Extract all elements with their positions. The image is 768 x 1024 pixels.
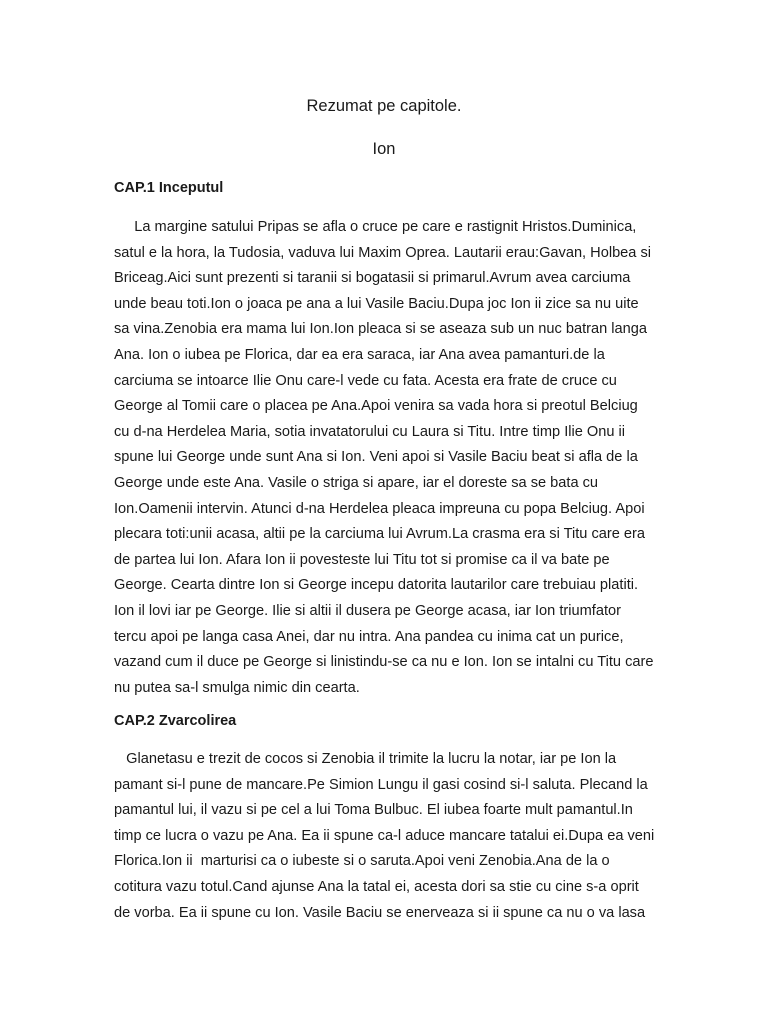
- paragraph-line: spune lui George unde sunt Ana si Ion. Veni apoi si Vasile Baciu beat si afla de la: [114, 449, 638, 466]
- paragraph-line: carciuma se intoarce Ilie Onu care-l vede cu fata. Acesta era frate de cruce cu: [114, 372, 617, 389]
- paragraph-line: pamantul lui, il vazu si pe cel a lui Toma Bulbuc. El iubea foarte mult pamantul.In: [114, 802, 633, 819]
- paragraph-line: satul e la hora, la Tudosia, vaduva lui Maxim Oprea. Lautarii erau:Gavan, Holbea si: [114, 244, 652, 261]
- paragraph-line: unde beau toti.Ion o joaca pe ana a lui Vasile Baciu.Dupa joc Ion ii zice sa nu uite: [114, 295, 639, 312]
- paragraph-line: pamant si-l pune de mancare.Pe Simion Lungu il gasi cosind si-l saluta. Plecand la: [114, 776, 648, 793]
- paragraph-line: cu d-na Herdelea Maria, sotia invatatorului cu Laura si Titu. Intre timp Ilie Onu ii: [114, 423, 626, 440]
- paragraph-line: George al Tomii care o placea pe Ana.Apoi venira sa vada hora si preotul Belciug: [114, 398, 638, 415]
- chapter-1-heading: CAP.1 Inceputul: [114, 180, 224, 196]
- paragraph-line: Briceag.Aici sunt prezenti si taranii si bogatasii si primarul.Avrum avea carciuma: [114, 270, 631, 287]
- chapter-1-paragraph: [114, 215, 674, 701]
- paragraph-line: Florica.Ion ii marturisi ca o iubeste si o saruta.Apoi veni Zenobia.Ana de la o: [114, 853, 610, 870]
- paragraph-line: Glanetasu e trezit de cocos si Zenobia il trimite la lucru la notar, iar pe Ion la: [114, 751, 617, 767]
- paragraph-line: tercu apoi pe langa casa Anei, dar nu intra. Ana pandea cu inima cat un purice,: [114, 628, 624, 645]
- paragraph-line: George. Cearta dintre Ion si George incepu datorita lautarilor care trebuiau platiti.: [114, 577, 639, 594]
- paragraph-line: cotitura vazu totul.Cand ajunse Ana la tatal ei, acesta dori sa stie cu cine s-a oprit: [114, 878, 639, 895]
- paragraph-line: timp ce lucra o vazu pe Ana. Ea ii spune ca-l aduce mancare tatalui ei.Dupa ea veni: [114, 827, 655, 844]
- paragraph-line: nu putea sa-l smulga nimic din cearta.: [114, 679, 360, 696]
- paragraph-line: plecara toti:unii acasa, altii pe la carciuma lui Avrum.La crasma era si Titu care era: [114, 526, 646, 543]
- paragraph-line: sa vina.Zenobia era mama lui Ion.Ion pleaca si se aseaza sub un nuc batran langa: [114, 321, 648, 338]
- paragraph-line: Ana. Ion o iubea pe Florica, dar ea era saraca, iar Ana avea pamanturi.de la: [114, 346, 605, 363]
- paragraph-line: Ion il lovi iar pe George. Ilie si altii il dusera pe George acasa, iar Ion triumfator: [114, 602, 621, 619]
- paragraph-line: George unde este Ana. Vasile o striga si apare, iar el doreste sa se bata cu: [114, 474, 599, 491]
- paragraph-line: de partea lui Ion. Afara Ion ii povesteste lui Titu tot si promise ca il va bate pe: [114, 551, 610, 568]
- chapter-2-heading: CAP.2 Zvarcolirea: [114, 713, 237, 729]
- paragraph-line: vazand cum il duce pe George si linistindu-se ca nu e Ion. Ion se intalni cu Titu care: [114, 654, 654, 671]
- document-title: Rezumat pe capitole.: [306, 97, 462, 115]
- paragraph-line: de vorba. Ea ii spune cu Ion. Vasile Baciu se enerveaza si ii spune ca nu o va lasa: [114, 904, 646, 921]
- paragraph-line: Ion.Oamenii intervin. Atunci d-na Herdelea pleaca impreuna cu popa Belciug. Apoi: [114, 500, 645, 517]
- paragraph-line: La margine satului Pripas se afla o cruce pe care e rastignit Hristos.Duminica,: [114, 219, 637, 235]
- document-subtitle: Ion: [372, 140, 396, 158]
- chapter-2-paragraph: [114, 747, 674, 926]
